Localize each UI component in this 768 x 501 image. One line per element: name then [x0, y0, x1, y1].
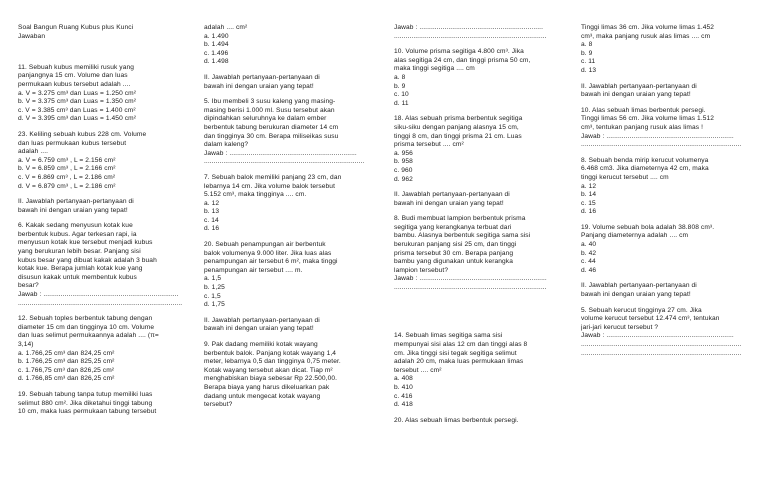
text-line: II. Jawablah pertanyaan-pertanyaan di [394, 191, 510, 199]
text-line: d. 13 [581, 66, 597, 74]
text-line: ............................................................................... [394, 32, 547, 40]
text-line: c. 960 [394, 166, 413, 174]
text-line: b. 410 [394, 383, 413, 391]
text-block [394, 48, 562, 108]
text-block [204, 24, 374, 67]
text-line: volume kerucut tersebut 12.474 cm³, tentukan [581, 315, 720, 323]
text-line: cm³, tentukan panjang rusuk alas limas ! [581, 123, 704, 131]
text-line: 10 cm, maka luas permukaan tabung tersebut [18, 408, 157, 416]
text-block [581, 107, 753, 150]
text-line: prisma tersebut .... cm² [394, 141, 464, 149]
text-block [204, 74, 374, 91]
text-line: b. 13 [204, 208, 220, 216]
text-line: 5.152 cm³, maka tingginya .... cm. [204, 191, 307, 199]
text-line: tersebut .... cm² [394, 366, 442, 374]
text-block [394, 300, 562, 326]
text-block [18, 198, 196, 215]
text-line: ................................................................................... [581, 341, 742, 348]
text-line: II. Jawablah pertanyaan-pertanyaan di [204, 73, 320, 81]
text-line: b. 958 [394, 158, 413, 166]
text-line: dan luas selimut permukaannya adalah .... (π= [18, 332, 159, 340]
column-1 [18, 24, 196, 424]
column-4 [581, 24, 753, 365]
text-line: c. V = 6.869 cm³ , L = 2.186 cm² [18, 173, 116, 181]
text-line: ................................................................................... [204, 158, 365, 166]
text-line: maka tinggi segitiga .... cm [394, 65, 475, 73]
text-line: d. V = 3.395 cm³ dan Luas = 1.450 cm² [18, 115, 137, 123]
text-line: yang berukuran lebih besar. Panjang sisi [18, 248, 141, 256]
text-line: lebarnya 14 cm. Jika volume balok tersebut [204, 182, 336, 190]
text-line: II. Jawablah pertanyaan-pertanyaan di [18, 198, 134, 206]
text-line: d. 418 [394, 401, 413, 409]
text-line: panjangnya 15 cm. Volume dan luas [18, 72, 128, 80]
text-block [204, 241, 374, 310]
text-line: c. 1.766,75 cm³ dan 826,25 cm² [18, 366, 115, 374]
text-line: kubus besar yang dibuat kakak adalah 3 buah [18, 256, 157, 264]
text-line: 6.468 cm3. Jika diameternya 42 cm, maka [581, 165, 709, 173]
text-line: berukuran panjang sisi 25 cm, dan tinggi [394, 241, 517, 249]
text-block [581, 307, 753, 359]
text-block [204, 341, 374, 410]
text-block [581, 157, 753, 217]
text-line: menyusun kotak kue tersebut menjadi kubus [18, 239, 153, 247]
text-line: a. 12 [581, 182, 597, 190]
text-line: ..................................................................................... [18, 299, 183, 307]
text-line: a. 8 [581, 41, 593, 49]
text-line: berbentuk balok. Panjang kotak wayang 1,4 [204, 349, 337, 357]
text-line: dalam kaleng? [204, 141, 249, 149]
text-line: a. 1.766,25 cm³ dan 824,25 cm² [18, 349, 115, 357]
text-line: Soal Bangun Ruang Kubus plus Kunci [18, 24, 134, 31]
text-line: cm³, maka panjang rusuk alas limas .... cm [581, 32, 711, 40]
text-line: meter, lebarnya 0,5 dan tingginya 0,75 meter. [204, 358, 341, 366]
text-line: 10. Alas sebuah limas berbentuk persegi. [581, 106, 706, 114]
text-line: penampungan air tersebut 6 m², maka tinggi [204, 258, 338, 266]
text-line: Jawab : .................................................................. [581, 332, 734, 340]
text-block [18, 64, 196, 124]
text-block [18, 391, 196, 417]
text-line: dipindahkan seluruhnya ke dalam ember [204, 115, 327, 123]
text-line: bambu yang digunakan untuk kerangka [394, 258, 513, 266]
text-line: Jawab : .................................................................. [581, 132, 734, 140]
text-line: 11. Sebuah kubus memiliki rusuk yang [18, 63, 134, 71]
text-line: II. Jawablah pertanyaan-pertanyaan di [581, 82, 697, 90]
text-block [18, 131, 196, 191]
text-line: a. 1,5 [204, 275, 222, 283]
text-block [204, 98, 374, 167]
text-line: d. 962 [394, 175, 413, 183]
text-block [581, 282, 753, 299]
text-line: II. Jawablah pertanyaan-pertanyaan di [581, 282, 697, 290]
text-line: masing berisi 1.000 ml. Susu tersebut akan [204, 106, 335, 114]
text-line: cm. Jika tinggi sisi tegak segitiga selimut [394, 349, 517, 357]
text-line: b. V = 6.859 cm³ , L = 2.166 cm² [18, 165, 116, 173]
text-line: diameter 15 cm dan tingginya 10 cm. Volume [18, 323, 155, 331]
text-line: alas segitiga 24 cm, dan tinggi prisma 50 cm, [394, 56, 531, 64]
text-line: segitiga yang kerangkanya terbuat dari [394, 223, 512, 231]
text-line: dan luas permukaan kubus tersebut [18, 139, 127, 147]
text-line: besar? [18, 282, 39, 290]
text-line: 14. Sebuah limas segitiga sama sisi [394, 332, 503, 340]
text-line: bawah ini dengan uraian yang tepat! [581, 91, 691, 99]
text-line [18, 48, 196, 57]
text-line: permukaan kubus tersebut adalah .... [18, 80, 131, 88]
column-3 [394, 24, 562, 432]
text-line: d. 11 [394, 99, 409, 107]
text-block [394, 115, 562, 184]
text-line: Panjang diameternya adalah .... cm [581, 232, 689, 240]
text-line: Jawab : .................................................................. [204, 149, 357, 157]
text-line: jari-jari kerucut tersebut ? [581, 323, 659, 331]
text-line: selimut 880 cm². Jika diketahui tinggi tabung [18, 399, 153, 407]
text-line: c. 14 [204, 216, 219, 224]
text-line: 3,14) [18, 341, 34, 348]
text-line: c. 416 [394, 392, 413, 400]
text-block [581, 24, 753, 76]
text-line: adalah .... cm² [204, 24, 248, 31]
text-line: disusun kakak untuk membentuk kubus [18, 273, 137, 281]
text-line: 12. Sebuah toples berbentuk tabung dengan [18, 315, 153, 323]
text-block [581, 83, 753, 100]
text-line: d. V = 6.879 cm³ , L = 2.186 cm² [18, 182, 116, 190]
text-line: Jawaban [18, 32, 46, 40]
text-line: adalah 20 cm, maka luas permukaan limas [394, 358, 524, 366]
text-line: c. 10 [394, 91, 409, 99]
text-line: 7. Sebuah balok memiliki panjang 23 cm, dan [204, 173, 342, 181]
text-line: b. 1.494 [204, 41, 229, 49]
text-line: a. 12 [204, 199, 220, 207]
text-block [394, 417, 562, 426]
text-line: kotak kue. Berapa jumlah kotak kue yang [18, 265, 143, 273]
text-line: menghabiskan biaya sebesar Rp 22.500,00. [204, 375, 338, 383]
text-line: 19. Volume sebuah bola adalah 38.808 cm³. [581, 223, 715, 231]
text-line: c. 15 [581, 199, 596, 207]
text-line: a. V = 6.759 cm³ , L = 2.156 cm² [18, 156, 116, 164]
text-line: dadang untuk mengecat kotak wayang [204, 392, 321, 400]
text-line: 18. Alas sebuah prisma berbentuk segitiga [394, 115, 523, 123]
text-line: 19. Sebuah tabung tanpa tutup memiliki luas [18, 390, 153, 398]
text-block [394, 191, 562, 208]
text-line: bawah ini dengan uraian yang tepat! [204, 82, 314, 90]
text-line: tinggi kerucut tersebut .... cm [581, 173, 669, 181]
text-line: Jawab : ................................................................ [394, 24, 544, 31]
text-line: lampion tersebut? [394, 266, 449, 274]
text-line: bawah ini dengan uraian yang tepat! [394, 199, 504, 207]
text-line: ............................................................................... [394, 284, 547, 292]
column-2 [204, 24, 374, 417]
text-line: c. 44 [581, 258, 596, 266]
text-line: b. 14 [581, 191, 597, 199]
text-line: 20. Sebuah penampungan air berbentuk [204, 241, 326, 249]
text-block [394, 215, 562, 292]
text-line: d. 16 [204, 225, 220, 233]
text-block [18, 222, 196, 308]
text-line: c. V = 3.385 cm³ dan Luas = 1.400 cm² [18, 106, 136, 114]
text-line: mempunyai sisi alas 12 cm dan tinggi alas 8 [394, 341, 528, 348]
text-block [394, 24, 562, 41]
text-line: 20. Alas sebuah limas berbentuk persegi. [394, 416, 519, 424]
text-line: II. Jawablah pertanyaan-pertanyaan di [204, 316, 320, 324]
text-block [204, 174, 374, 234]
text-line: c. 11 [581, 58, 596, 66]
text-line: 10. Volume prisma segitiga 4.800 cm³. Jika [394, 48, 524, 56]
text-line: adalah .... [18, 148, 49, 156]
text-line: d. 1.766,85 cm³ dan 826,25 cm² [18, 375, 115, 383]
text-line: a. 956 [394, 149, 413, 157]
text-line: d. 1.498 [204, 58, 229, 66]
text-line: balok volumenya 9.000 liter. Jika luas alas [204, 249, 332, 257]
text-line: ................................................................................... [581, 141, 742, 149]
text-line: c. 1.496 [204, 49, 229, 57]
text-line [394, 308, 562, 317]
text-line: d. 16 [581, 208, 597, 216]
text-line: penampungan air tersebut .... m. [204, 266, 303, 274]
text-line: Kotak wayang tersebut akan dicat. Tiap m² [204, 366, 333, 374]
text-line: 23. Keliling sebuah kubus 228 cm. Volume [18, 130, 147, 138]
text-line: tinggi 8 cm, dan tinggi prisma 21 cm. Luas [394, 132, 522, 140]
text-block [18, 24, 196, 41]
text-line: tersebut? [204, 401, 233, 409]
text-line: dan tingginya 30 cm. Berapa miliseikas susu [204, 132, 339, 140]
text-line: bawah ini dengan uraian yang tepat! [581, 291, 691, 299]
text-line: ................................................................................... [581, 349, 742, 357]
text-line: berbentuk kubus. Agar terkesan rapi, ia [18, 230, 137, 238]
text-line: bawah ini dengan uraian yang tepat! [18, 206, 128, 214]
text-block [394, 332, 562, 409]
text-line: 8. Sebuah benda mirip kerucut volumenya [581, 156, 709, 164]
text-line: Tinggi limas 36 cm. Jika volume limas 1.452 [581, 24, 715, 31]
text-line: Berapa biaya yang harus dikeluarkan pak [204, 383, 330, 391]
text-line: b. 9 [581, 49, 593, 57]
text-line: d. 46 [581, 266, 597, 274]
text-line: 5. Sebuah kerucut tingginya 27 cm. Jika [581, 306, 702, 314]
text-line: b. 9 [394, 82, 406, 90]
text-line: a. V = 3.275 cm³ dan Luas = 1.250 cm² [18, 89, 137, 97]
text-line: b. 1,25 [204, 284, 225, 292]
text-line: b. V = 3.375 cm³ dan Luas = 1.350 cm² [18, 98, 137, 106]
text-line: d. 1,75 [204, 301, 225, 309]
text-line [394, 300, 562, 309]
text-line: Tinggi limas 56 cm. Jika volume limas 1.512 [581, 115, 715, 123]
text-line: berbentuk tabung berukuran diameter 14 cm [204, 123, 339, 131]
text-line: siku-siku dengan panjang alasnya 15 cm, [394, 123, 519, 131]
text-line: a. 40 [581, 241, 597, 249]
text-line: a. 1.490 [204, 32, 229, 40]
text-line: bambu. Alasnya berbentuk segitiga sama sisi [394, 232, 531, 240]
text-line: 6. Kakak sedang menyusun kotak kue [18, 222, 133, 230]
text-line: a. 408 [394, 375, 413, 383]
text-line: Jawab : .................................................................. [394, 275, 547, 283]
text-block [18, 48, 196, 57]
text-line: Jawab : ...................................................................... [18, 291, 179, 299]
text-line: 5. Ibu membeli 3 susu kaleng yang masing- [204, 98, 336, 106]
text-line: b. 42 [581, 249, 597, 257]
text-line: 9. Pak dadang memiliki kotak wayang [204, 341, 318, 348]
text-line: 8. Budi membuat lampion berbentuk prisma [394, 215, 526, 223]
text-block [18, 315, 196, 384]
text-line: a. 8 [394, 73, 406, 81]
text-line: b. 1.766,25 cm³ dan 825,25 cm² [18, 358, 115, 366]
text-line: bawah ini dengan uraian yang tepat! [204, 325, 314, 333]
text-line: prisma tersebut 30 cm. Berapa panjang [394, 249, 514, 257]
text-block [204, 317, 374, 334]
text-line: c. 1,5 [204, 292, 221, 300]
text-line [394, 317, 562, 326]
text-block [581, 224, 753, 276]
